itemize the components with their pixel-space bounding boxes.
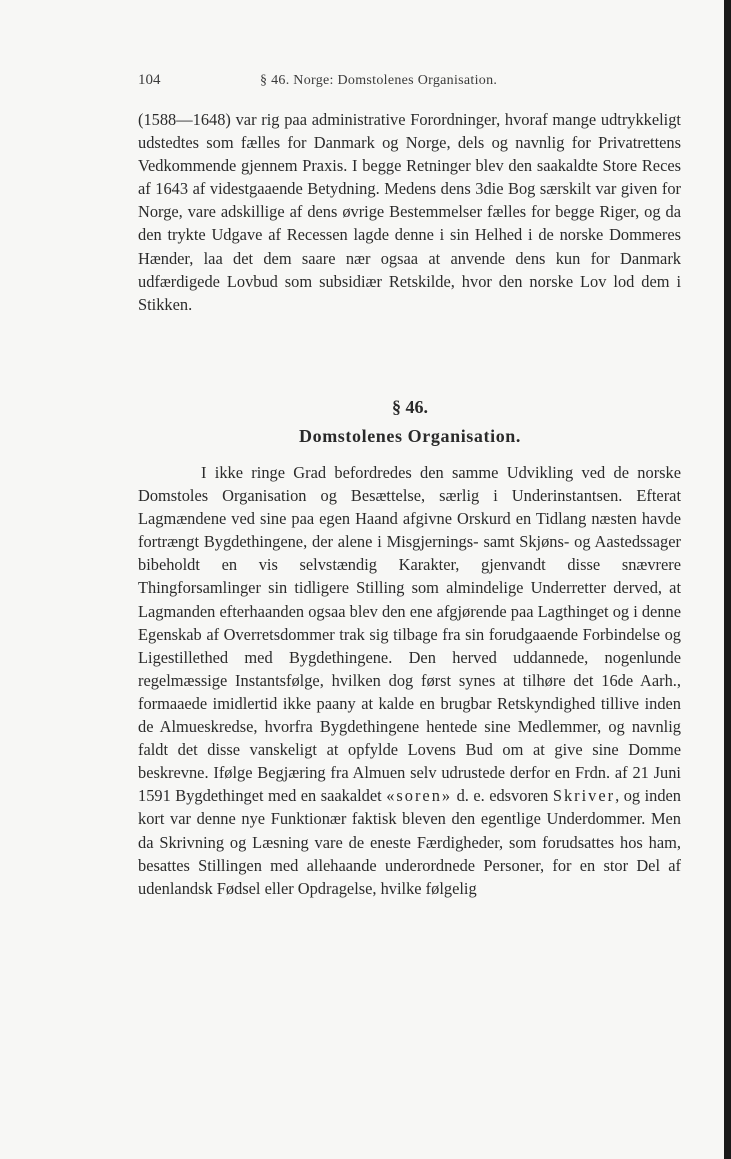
spaced-term-skriver: Skriver bbox=[552, 786, 616, 806]
paragraph-domstolenes bbox=[138, 461, 681, 900]
paragraph-continued bbox=[138, 108, 681, 316]
paragraph-body bbox=[138, 461, 681, 900]
paragraph-text-part3: , og inden kort var denne nye Funktionær faktisk bleven den egentlige Underdommer. Men da Skrivning og Læsning vare de eneste Færdigheder, som forudsattes hos ham, besattes Stillingen med allehaande underordnede Personer, for en stor Del af udenlandsk Fødsel eller Opdragelse, hvilke følgelig bbox=[138, 786, 681, 898]
paragraph-text-part1: I ikke ringe Grad befordredes den samme Udvikling ved de norske Domstoles Organisation og Besættelse, særlig i Underinstantsen. Efterat Lagmændene ved sine paa egen Haand afgivne Orskurd en Tidlang næsten havde fortrængt Bygdethingene, der alene i Misgjernings- samt Skjøns- og Aastedssager bibeholdt en vis selvstændig Karakter, gjenvandt disse snævrere Thingforsamlinger sin tidligere Stilling som almindelige Underretter derved, at Lagmanden efterhaanden ogsaa blev den ene afgjørende paa Lagthinget og i denne Egenskab af Overretsdommer trak sig tilbage fra sin forudgaaende Forbindelse og Ligestillethed med Bygdethingene. Den herved uddannede, nogenlunde regelmæssige Instantsfølge, hvilken dog først synes at tilhøre det 16de Aarh., formaaede imidlertid ikke paany at kalde en brugbar Retskyndighed tillive inden de Almueskredse, hvorfra Bygdethingene hentede sine Medlemmer, og navnlig faldt det disse vanskeligt at opfylde Lovens Bud om at give sine Domme beskrevne. Ifølge Begjæring fra Almuen selv udrustede derfor en Frdn. af 21 Juni 1591 Bygdethinget med en saakaldet bbox=[138, 463, 681, 806]
page-number: 104 bbox=[138, 72, 161, 88]
section-title: Domstolenes Organisation. bbox=[299, 426, 521, 446]
scan-edge bbox=[724, 0, 731, 1159]
paragraph-text: (1588—1648) var rig paa administrative Forordninger, hvoraf mange udtrykkeligt udstedtes som fælles for Danmark og Norge, dels og navnlig for Privatrettens Vedkommende gjennem Praxis. I begge Retninger blev den saakaldte Store Reces af 1643 af videstgaaende Betydning. Medens dens 3die Bog særskilt var given for Norge, vare adskillige af dens øvrige Bestemmelser fælles for begge Riger, og da den trykte Udgave af Recessen lagde denne i sin Helhed i de norske Dommeres Hænder, laa det dem saare nær ogsaa at anvende dens kun for Danmark udfærdigede Lovbud som subsidiær Retskilde, hvor den norske Lov lod dem i Stikken. bbox=[138, 110, 681, 314]
quoted-term-soren: «soren» bbox=[386, 786, 453, 806]
page-header bbox=[138, 72, 681, 92]
section-number: § 46. bbox=[392, 397, 428, 417]
paragraph-text-part2: d. e. edsvoren bbox=[452, 786, 553, 806]
running-title: § 46. Norge: Domstolenes Organisation. bbox=[260, 73, 498, 88]
